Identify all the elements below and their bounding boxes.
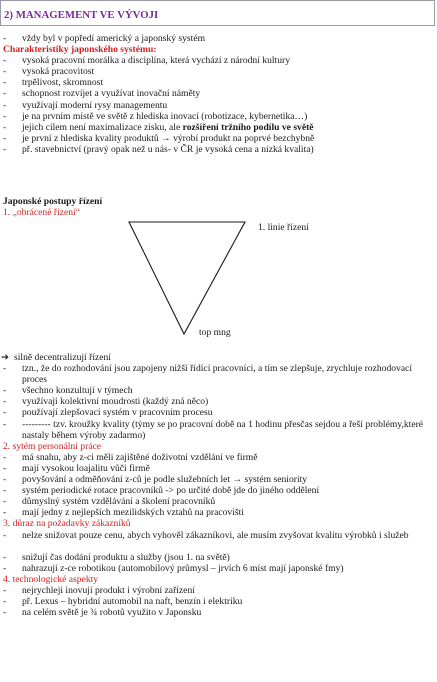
list-item-text: mají vysokou loajalitu vůči firmě [22,462,150,474]
list-item-text: využívají kolektivní moudrosti (každý zná něco) [22,396,209,408]
list-item-text: př. stavebnictví (pravý opak než u nás- v ČR je vysoká cena a nízká kvalita) [22,143,314,155]
list-item [0,111,437,122]
list-item [0,463,437,474]
list-item [0,88,437,99]
list-item [0,530,437,552]
dash-bullet: - [3,474,7,486]
list-item [0,363,437,385]
section-3-title: 3. důraz na požadavky zákazníků [3,518,131,530]
dash-bullet: - [3,66,7,78]
list-item-text: má snahu, aby z-ci měli zajištěné doživotní vzdělání ve firmě [22,451,258,463]
dash-bullet: - [3,607,7,619]
list-item [0,452,437,463]
inverted-triangle [0,218,437,342]
list-item-text: --------- tzv. kroužky kvality (týmy se po pracovní době na 1 hodinu přesčas sejdou a řeší problémy,které nastaly během výroby zadarmo) [22,418,424,441]
dash-bullet: - [3,132,7,144]
list-item-text-wrap [22,122,433,133]
section-3-list [0,530,437,574]
section-2-title: 2. sytém personální práce [3,440,102,452]
list-item-text: nelze snižovat pouze cenu, abych vyhověl zákazníkovi, ale musím zvyšovat kvalitu výrobků i služeb [22,529,409,541]
dash-bullet: - [3,596,7,608]
dash-bullet: - [3,407,7,419]
dash-bullet: - [3,551,7,563]
list-item [0,607,437,618]
diagram-label-top: 1. linie řízení [258,222,309,233]
list-item-text: nahrazují z-ce robotikou (automobilový průmysl – jrvích 6 míst mají japonské fmy) [22,562,344,574]
dash-bullet: - [3,363,7,375]
list-item-text: systém periodické rotace pracovníků -> po určité době jde do jiného oddělení [22,485,320,497]
heading-box [0,0,435,26]
section-4-list [0,585,437,618]
list-item [0,407,437,418]
triangle-shape [129,222,245,334]
section-4-title: 4. technologické aspekty [3,573,99,585]
list-item-text: vždy byl v popředí americký a japonský systém [22,33,206,44]
list-item [0,133,437,144]
section-1-block [0,352,437,618]
list-item-text: vysoká pracovní morálka a disciplína, která vychází z národní kultury [22,55,291,67]
dash-bullet: - [3,99,7,111]
dash-bullet: - [3,143,7,155]
dash-bullet: - [3,77,7,89]
dash-bullet: - [3,584,7,596]
dash-bullet: - [3,562,7,574]
section-2-list [0,452,437,519]
list-item-text: všechno konzultují v týmech [22,385,133,397]
list-item-text: trpělivost, skromnost [22,77,104,89]
list-item [0,144,437,155]
list-item-text: schopnost rozvíjet a využívat inovační náměty [22,88,201,100]
dash-bullet: - [3,55,7,67]
list-item [0,596,437,607]
dash-bullet: - [3,385,7,397]
characteristics-list [0,55,437,155]
decentral-line [0,352,437,363]
list-item-text: využívají moderní rysy managementu [22,99,168,111]
emphasis-text: rozšíření tržního podílu ve světě [182,121,314,133]
list-item [0,100,437,111]
list-item [0,122,437,133]
dash-bullet: - [3,110,7,122]
list-item-text: důmyslný systém vzdělávání a školení pracovníků [22,496,216,508]
dash-bullet: - [3,529,7,541]
list-item [0,419,437,441]
list-item [0,496,437,507]
list-item-text: tzn., že do rozhodování jsou zapojeny nižší řídící pracovníci, a tím se zlepšuje, zrychluje rozhodovací proces [22,363,413,386]
list-item [0,507,437,518]
list-item [0,66,437,77]
diagram-label-bottom: top mng [199,327,231,338]
dash-bullet: - [3,396,7,408]
dash-bullet: - [3,485,7,497]
list-item [0,55,437,66]
list-item [0,77,437,88]
postupy-block [0,196,437,218]
list-item-text: nejrychleji inovují produkt i výrobní zařízení [22,584,195,596]
dash-bullet: - [3,121,7,133]
dash-bullet: - [3,496,7,508]
section-1-list [0,363,437,441]
list-item [0,474,437,485]
inverted-management-diagram [0,218,437,342]
dash-bullet: - [3,507,7,519]
list-item [0,385,437,396]
dash-bullet: - [3,451,7,463]
intro-block [0,33,437,155]
list-item-text: jejich cílem není maximalizace zisku, ale [22,121,183,133]
list-item [0,563,437,574]
decentral-text: silně decentralizují řízení [14,352,111,363]
list-item [0,552,437,563]
section-1-title: 1. „obrácené řízení“ [3,207,80,219]
list-item-text: je na prvním místě ve světě z hlediska inovací (robotizace, kybernetika…) [22,110,308,122]
list-item-text: snižují čas dodání produktu a služby (jsou 1. na světě) [22,551,230,563]
postupy-title: Japonské postupy řízení [3,196,103,207]
list-item [0,396,437,407]
dash-bullet: - [3,462,7,474]
dash-bullet: - [3,33,7,44]
characteristics-title: Charakteristiky japonského systému: [3,44,157,56]
list-item [0,585,437,596]
list-item-text: je první z hlediska kvality produktů → výrobí produkt na poprvé bezchybně [22,132,315,144]
list-item-text: povyšování a odměňování z-ců je podle služebních let → systém seniority [22,474,308,486]
right-arrow-icon: ➔ [1,352,10,363]
dash-bullet: - [3,418,7,430]
list-item [0,33,437,44]
list-item-text: mají jedny z nejlepších mezilidských vztahů na pracovišti [22,507,244,519]
section-heading: 2) MANAGEMENT VE VÝVOJI [4,9,159,21]
list-item [0,485,437,496]
list-item-text: vysoká pracovitost [22,66,95,78]
list-item-text: na celém světě je ¾ robotů využito v Japonsku [22,607,202,619]
list-item-text: používají zlepšovací systém v pracovním procesu [22,407,213,419]
list-item-text: př. Lexus – hybridní automobil na naft, benzín i elektriku [22,596,243,608]
dash-bullet: - [3,88,7,100]
